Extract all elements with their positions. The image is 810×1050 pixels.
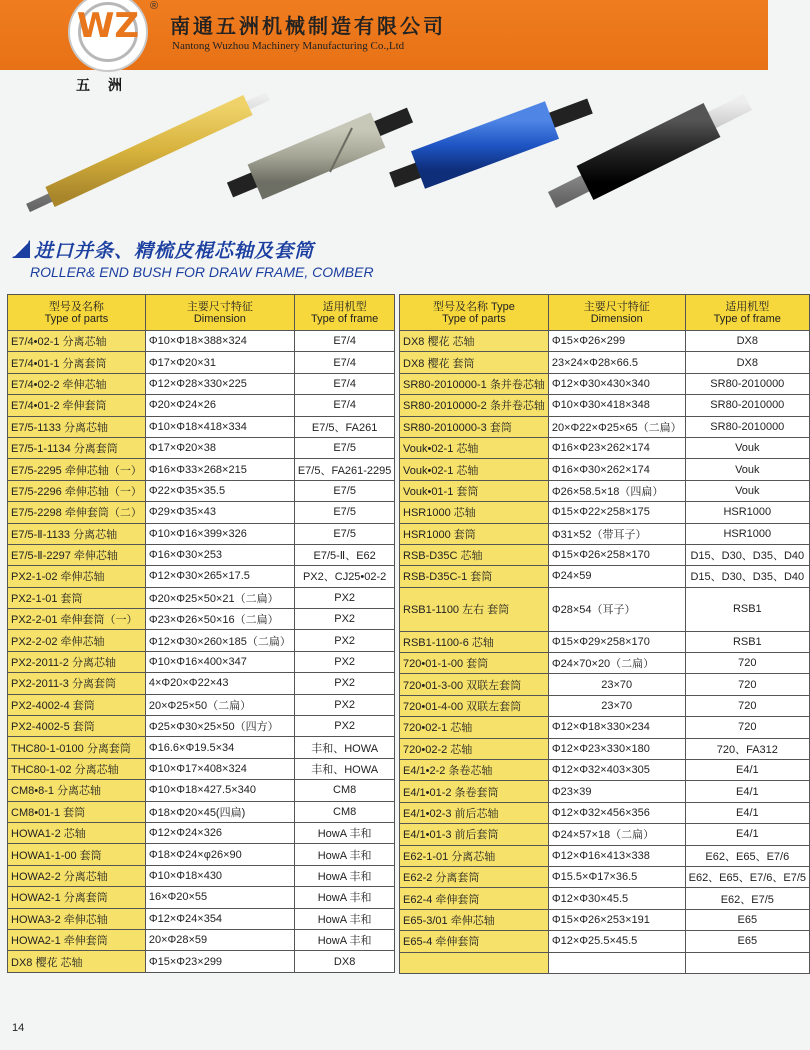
- dimension-cell: Φ18×Φ24×φ26×90: [145, 844, 294, 865]
- part-name-cell: Vouk•02-1 芯轴: [400, 459, 549, 480]
- part-name-cell: DX8 樱花 套筒: [400, 352, 549, 373]
- table-row: [400, 544, 810, 565]
- frame-type-cell: 720、FA312: [685, 738, 809, 759]
- dimension-cell: Φ10×Φ18×427.5×340: [145, 780, 294, 801]
- table-row: [400, 738, 810, 759]
- dimension-cell: Φ12×Φ32×456×356: [548, 802, 685, 823]
- part-name-cell: RSB-D35C-1 套筒: [400, 566, 549, 587]
- frame-type-cell: E4/1: [685, 802, 809, 823]
- part-name-cell: E7/5-2298 牵伸套筒（二）: [8, 502, 146, 523]
- section-title-en: ROLLER& END BUSH FOR DRAW FRAME, COMBER: [30, 264, 374, 280]
- frame-type-cell: E4/1: [685, 781, 809, 802]
- frame-type-cell: 720: [685, 695, 809, 716]
- part-name-cell: HOWA2-2 分离芯轴: [8, 865, 146, 886]
- col-header-name: 型号及名称 Type Type of parts: [400, 295, 549, 331]
- dimension-cell: Φ16.6×Φ19.5×34: [145, 737, 294, 758]
- table-row: [8, 929, 395, 950]
- part-name-cell: E7/4•02-1 分离芯轴: [8, 331, 146, 352]
- part-name-cell: PX2-2-02 牵伸芯轴: [8, 630, 146, 651]
- part-name-cell: THC80-1-02 分离芯轴: [8, 758, 146, 779]
- table-header-row: [8, 295, 395, 331]
- table-row: [8, 395, 395, 416]
- part-name-cell: E4/1•01-2 条卷套筒: [400, 781, 549, 802]
- part-name-cell: RSB1-1100-6 芯轴: [400, 631, 549, 652]
- part-name-cell: RSB1-1100 左右 套筒: [400, 587, 549, 631]
- part-name-cell: E65-4 牵伸套筒: [400, 931, 549, 952]
- header-banner: [0, 0, 768, 70]
- part-name-cell: THC80-1-0100 分离套筒: [8, 737, 146, 758]
- dimension-cell: Φ12×Φ24×326: [145, 822, 294, 843]
- dimension-cell: Φ24×70×20（二扁）: [548, 653, 685, 674]
- frame-type-cell: E62、E65、E7/6、E7/5: [685, 866, 809, 887]
- table-row: [8, 908, 395, 929]
- frame-type-cell: E7/5、FA261: [294, 416, 395, 437]
- frame-type-cell: HowA 丰和: [294, 908, 395, 929]
- part-name-cell: PX2-4002-4 套筒: [8, 694, 146, 715]
- frame-type-cell: E7/5: [294, 437, 395, 458]
- dimension-cell: Φ15×Φ29×258×170: [548, 631, 685, 652]
- dimension-cell: 16×Φ20×55: [145, 887, 294, 908]
- dimension-cell: Φ31×52（带耳子）: [548, 523, 685, 544]
- frame-type-cell: Vouk: [685, 459, 809, 480]
- table-row: [8, 480, 395, 501]
- frame-type-cell: E7/5、FA261-2295: [294, 459, 395, 480]
- roller-photos: [0, 80, 768, 230]
- dimension-cell: 20×Φ25×50（二扁）: [145, 694, 294, 715]
- table-row: [400, 824, 810, 845]
- table-row: [400, 437, 810, 458]
- dimension-cell: Φ17×Φ20×38: [145, 437, 294, 458]
- dimension-cell: Φ28×54（耳子）: [548, 587, 685, 631]
- frame-type-cell: PX2: [294, 630, 395, 651]
- frame-type-cell: DX8: [685, 352, 809, 373]
- dimension-cell: Φ10×Φ18×418×334: [145, 416, 294, 437]
- dimension-cell: Φ12×Φ23×330×180: [548, 738, 685, 759]
- part-name-cell: E62-1-01 分离芯轴: [400, 845, 549, 866]
- part-name-cell: [400, 952, 549, 973]
- table-row: [400, 802, 810, 823]
- frame-type-cell: HowA 丰和: [294, 887, 395, 908]
- frame-type-cell: E7/5-Ⅱ、E62: [294, 544, 395, 565]
- dimension-cell: Φ10×Φ16×400×347: [145, 651, 294, 672]
- dimension-cell: Φ17×Φ20×31: [145, 352, 294, 373]
- table-row: [8, 459, 395, 480]
- dimension-cell: Φ24×59: [548, 566, 685, 587]
- parts-table-right: [399, 294, 810, 974]
- table-row: [400, 866, 810, 887]
- frame-type-cell: Vouk: [685, 437, 809, 458]
- frame-type-cell: E65: [685, 909, 809, 930]
- table-row: [400, 502, 810, 523]
- part-name-cell: DX8 樱花 芯轴: [8, 951, 146, 972]
- part-name-cell: HSR1000 芯轴: [400, 502, 549, 523]
- part-name-cell: CM8•01-1 套筒: [8, 801, 146, 822]
- part-name-cell: DX8 樱花 芯轴: [400, 331, 549, 352]
- table-row: [8, 502, 395, 523]
- dimension-cell: Φ15×Φ26×253×191: [548, 909, 685, 930]
- frame-type-cell: PX2、CJ25•02-2: [294, 566, 395, 587]
- table-row: [400, 459, 810, 480]
- dimension-cell: Φ12×Φ24×354: [145, 908, 294, 929]
- table-row: [8, 523, 395, 544]
- parts-table-left: [7, 294, 395, 973]
- part-name-cell: Vouk•01-1 套筒: [400, 480, 549, 501]
- frame-type-cell: E7/4: [294, 373, 395, 394]
- table-row: [400, 931, 810, 952]
- part-name-cell: E7/4•01-2 牵伸套筒: [8, 395, 146, 416]
- frame-type-cell: E7/4: [294, 352, 395, 373]
- frame-type-cell: DX8: [294, 951, 395, 972]
- col-header-dimension: 主要尺寸特征 Dimension: [548, 295, 685, 331]
- frame-type-cell: 丰和、HOWA: [294, 758, 395, 779]
- page-number: 14: [12, 1022, 25, 1034]
- part-name-cell: E65-3/01 牵伸芯轴: [400, 909, 549, 930]
- table-row: [400, 760, 810, 781]
- frame-type-cell: E4/1: [685, 824, 809, 845]
- table-row: [8, 587, 395, 608]
- table-row: [400, 674, 810, 695]
- frame-type-cell: PX2: [294, 651, 395, 672]
- frame-type-cell: HowA 丰和: [294, 865, 395, 886]
- grey-roller: [230, 115, 410, 190]
- frame-type-cell: E62、E65、E7/6: [685, 845, 809, 866]
- dimension-cell: Φ12×Φ30×260×185（二扁）: [145, 630, 294, 651]
- table-row: [8, 951, 395, 972]
- frame-type-cell: [685, 952, 809, 973]
- dimension-cell: Φ10×Φ18×430: [145, 865, 294, 886]
- dimension-cell: 23×24×Φ28×66.5: [548, 352, 685, 373]
- company-name-en: Nantong Wuzhou Machinery Manufacturing Co.,Ltd: [172, 40, 405, 52]
- table-row: [400, 416, 810, 437]
- frame-type-cell: E7/4: [294, 395, 395, 416]
- part-name-cell: PX2-1-01 套筒: [8, 587, 146, 608]
- part-name-cell: 720•01-3-00 双联左套筒: [400, 674, 549, 695]
- table-row: [8, 651, 395, 672]
- frame-type-cell: E7/5: [294, 502, 395, 523]
- part-name-cell: E7/4•02-2 牵伸芯轴: [8, 373, 146, 394]
- part-name-cell: RSB-D35C 芯轴: [400, 544, 549, 565]
- dimension-cell: Φ15×Φ26×299: [548, 331, 685, 352]
- part-name-cell: E7/5-Ⅱ-1133 分离芯轴: [8, 523, 146, 544]
- part-name-cell: E7/5-1-1134 分离套筒: [8, 437, 146, 458]
- table-row: [8, 416, 395, 437]
- dimension-cell: 23×70: [548, 695, 685, 716]
- part-name-cell: E7/4•01-1 分离套筒: [8, 352, 146, 373]
- dimension-cell: Φ12×Φ25.5×45.5: [548, 931, 685, 952]
- table-row: [400, 331, 810, 352]
- dimension-cell: Φ10×Φ17×408×324: [145, 758, 294, 779]
- dimension-cell: Φ22×Φ35×35.5: [145, 480, 294, 501]
- brand-name: 五洲: [76, 78, 140, 94]
- table-row: [400, 587, 810, 631]
- frame-type-cell: HSR1000: [685, 502, 809, 523]
- dimension-cell: 20×Φ22×Φ25×65（二扁）: [548, 416, 685, 437]
- dimension-cell: 23×70: [548, 674, 685, 695]
- part-name-cell: E4/1•02-3 前后芯轴: [400, 802, 549, 823]
- table-row: [8, 780, 395, 801]
- frame-type-cell: E7/5: [294, 480, 395, 501]
- table-row: [400, 523, 810, 544]
- dimension-cell: Φ12×Φ28×330×225: [145, 373, 294, 394]
- dimension-cell: Φ24×57×18（二扁）: [548, 824, 685, 845]
- table-row: [8, 887, 395, 908]
- frame-type-cell: PX2: [294, 716, 395, 737]
- frame-type-cell: DX8: [685, 331, 809, 352]
- dimension-cell: Φ26×58.5×18（四扁）: [548, 480, 685, 501]
- dimension-cell: Φ12×Φ30×265×17.5: [145, 566, 294, 587]
- frame-type-cell: HSR1000: [685, 523, 809, 544]
- part-name-cell: E62-4 牵伸套筒: [400, 888, 549, 909]
- table-row: [400, 695, 810, 716]
- dimension-cell: Φ12×Φ30×45.5: [548, 888, 685, 909]
- table-row: [400, 631, 810, 652]
- frame-type-cell: CM8: [294, 780, 395, 801]
- table-row: [8, 437, 395, 458]
- part-name-cell: E4/1•2-2 条卷芯轴: [400, 760, 549, 781]
- dimension-cell: Φ15.5×Φ17×36.5: [548, 866, 685, 887]
- company-logo: [68, 0, 148, 72]
- part-name-cell: SR80-2010000-3 套筒: [400, 416, 549, 437]
- dimension-cell: Φ16×Φ33×268×215: [145, 459, 294, 480]
- dimension-cell: Φ23×Φ26×50×16（二扁）: [145, 609, 294, 630]
- part-name-cell: SR80-2010000-2 条并卷芯轴: [400, 395, 549, 416]
- frame-type-cell: RSB1: [685, 587, 809, 631]
- frame-type-cell: 720: [685, 674, 809, 695]
- table-row: [400, 845, 810, 866]
- dimension-cell: Φ10×Φ18×388×324: [145, 331, 294, 352]
- frame-type-cell: Vouk: [685, 480, 809, 501]
- dimension-cell: Φ16×Φ23×262×174: [548, 437, 685, 458]
- dimension-cell: Φ10×Φ30×418×348: [548, 395, 685, 416]
- table-row: [8, 844, 395, 865]
- table-row: [400, 566, 810, 587]
- part-name-cell: 720•01-4-00 双联左套筒: [400, 695, 549, 716]
- part-name-cell: PX2-4002-5 套筒: [8, 716, 146, 737]
- dimension-cell: 20×Φ28×59: [145, 929, 294, 950]
- part-name-cell: SR80-2010000-1 条并卷芯轴: [400, 373, 549, 394]
- table-row: [400, 653, 810, 674]
- dimension-cell: Φ15×Φ22×258×175: [548, 502, 685, 523]
- part-name-cell: E7/5-Ⅱ-2297 牵伸芯轴: [8, 544, 146, 565]
- table-row: [400, 909, 810, 930]
- frame-type-cell: E7/4: [294, 331, 395, 352]
- table-row: [400, 352, 810, 373]
- dimension-cell: Φ16×Φ30×262×174: [548, 459, 685, 480]
- frame-type-cell: HowA 丰和: [294, 929, 395, 950]
- table-body: [400, 331, 810, 974]
- part-name-cell: PX2-1-02 牵伸芯轴: [8, 566, 146, 587]
- col-header-name: 型号及名称 Type of parts: [8, 295, 146, 331]
- frame-type-cell: HowA 丰和: [294, 844, 395, 865]
- table-row: [8, 352, 395, 373]
- frame-type-cell: SR80-2010000: [685, 373, 809, 394]
- dimension-cell: Φ12×Φ32×403×305: [548, 760, 685, 781]
- table-row: [8, 609, 395, 630]
- table-row: [8, 822, 395, 843]
- part-name-cell: E7/5-2295 牵伸芯轴（一）: [8, 459, 146, 480]
- table-row: [400, 888, 810, 909]
- part-name-cell: E7/5-2296 牵伸芯轴（一）: [8, 480, 146, 501]
- part-name-cell: PX2-2011-3 分离套筒: [8, 673, 146, 694]
- table-body: [8, 331, 395, 973]
- table-row: [8, 716, 395, 737]
- table-row: [8, 865, 395, 886]
- table-row: [8, 630, 395, 651]
- frame-type-cell: 720: [685, 653, 809, 674]
- blue-roller: [392, 106, 590, 180]
- frame-type-cell: SR80-2010000: [685, 416, 809, 437]
- part-name-cell: HOWA2-1 牵伸套筒: [8, 929, 146, 950]
- frame-type-cell: 720: [685, 717, 809, 738]
- dimension-cell: [548, 952, 685, 973]
- dimension-cell: Φ18×Φ20×45(四扁): [145, 801, 294, 822]
- dimension-cell: Φ16×Φ30×253: [145, 544, 294, 565]
- part-name-cell: 720•02-1 芯轴: [400, 717, 549, 738]
- part-name-cell: 720•01-1-00 套筒: [400, 653, 549, 674]
- frame-type-cell: HowA 丰和: [294, 822, 395, 843]
- logo-mark: WZ: [76, 6, 140, 46]
- table-row: [8, 373, 395, 394]
- dimension-cell: Φ10×Φ16×399×326: [145, 523, 294, 544]
- frame-type-cell: RSB1: [685, 631, 809, 652]
- company-name-cn: 南通五洲机械制造有限公司: [170, 14, 446, 38]
- frame-type-cell: SR80-2010000: [685, 395, 809, 416]
- table-row: [400, 480, 810, 501]
- part-name-cell: Vouk•02-1 芯轴: [400, 437, 549, 458]
- frame-type-cell: E62、E7/5: [685, 888, 809, 909]
- dimension-cell: Φ15×Φ26×258×170: [548, 544, 685, 565]
- table-row: [8, 737, 395, 758]
- dimension-cell: Φ12×Φ30×430×340: [548, 373, 685, 394]
- table-row: [8, 673, 395, 694]
- col-header-dimension: 主要尺寸特征 Dimension: [145, 295, 294, 331]
- col-header-frame: 适用机型 Type of frame: [685, 295, 809, 331]
- frame-type-cell: E65: [685, 931, 809, 952]
- section-title-cn: 进口并条、精梳皮棍芯轴及套筒: [34, 240, 315, 262]
- frame-type-cell: PX2: [294, 587, 395, 608]
- frame-type-cell: D15、D30、D35、D40: [685, 566, 809, 587]
- frame-type-cell: CM8: [294, 801, 395, 822]
- section-triangle-icon: [12, 240, 30, 258]
- part-name-cell: 720•02-2 芯轴: [400, 738, 549, 759]
- dimension-cell: Φ15×Φ23×299: [145, 951, 294, 972]
- part-name-cell: PX2-2011-2 分离芯轴: [8, 651, 146, 672]
- frame-type-cell: PX2: [294, 673, 395, 694]
- part-name-cell: HOWA1-2 芯轴: [8, 822, 146, 843]
- part-name-cell: E7/5-1133 分离芯轴: [8, 416, 146, 437]
- dimension-cell: Φ29×Φ35×43: [145, 502, 294, 523]
- table-row: [400, 373, 810, 394]
- part-name-cell: CM8•8-1 分离芯轴: [8, 780, 146, 801]
- frame-type-cell: E7/5: [294, 523, 395, 544]
- part-name-cell: PX2-2-01 牵伸套筒（一）: [8, 609, 146, 630]
- dimension-cell: Φ12×Φ16×413×338: [548, 845, 685, 866]
- table-row: [400, 952, 810, 973]
- frame-type-cell: E4/1: [685, 760, 809, 781]
- part-name-cell: HSR1000 套筒: [400, 523, 549, 544]
- part-name-cell: E4/1•01-3 前后套筒: [400, 824, 549, 845]
- frame-type-cell: 丰和、HOWA: [294, 737, 395, 758]
- frame-type-cell: PX2: [294, 609, 395, 630]
- table-header-row: [400, 295, 810, 331]
- dimension-cell: Φ20×Φ25×50×21（二扁）: [145, 587, 294, 608]
- part-name-cell: E62-2 分离套筒: [400, 866, 549, 887]
- table-row: [8, 331, 395, 352]
- col-header-frame: 适用机型 Type of frame: [294, 295, 395, 331]
- table-row: [8, 694, 395, 715]
- table-row: [400, 717, 810, 738]
- dimension-cell: Φ12×Φ18×330×234: [548, 717, 685, 738]
- table-row: [8, 758, 395, 779]
- part-name-cell: HOWA3-2 牵伸芯轴: [8, 908, 146, 929]
- frame-type-cell: PX2: [294, 694, 395, 715]
- registered-mark: ®: [150, 0, 159, 12]
- dimension-cell: 4×Φ20×Φ22×43: [145, 673, 294, 694]
- table-row: [8, 566, 395, 587]
- part-name-cell: HOWA1-1-00 套筒: [8, 844, 146, 865]
- part-name-cell: HOWA2-1 分离套筒: [8, 887, 146, 908]
- table-row: [8, 801, 395, 822]
- table-row: [400, 395, 810, 416]
- dimension-cell: Φ20×Φ24×26: [145, 395, 294, 416]
- dimension-cell: Φ23×39: [548, 781, 685, 802]
- table-row: [8, 544, 395, 565]
- dimension-cell: Φ25×Φ30×25×50（四方）: [145, 716, 294, 737]
- frame-type-cell: D15、D30、D35、D40: [685, 544, 809, 565]
- table-row: [400, 781, 810, 802]
